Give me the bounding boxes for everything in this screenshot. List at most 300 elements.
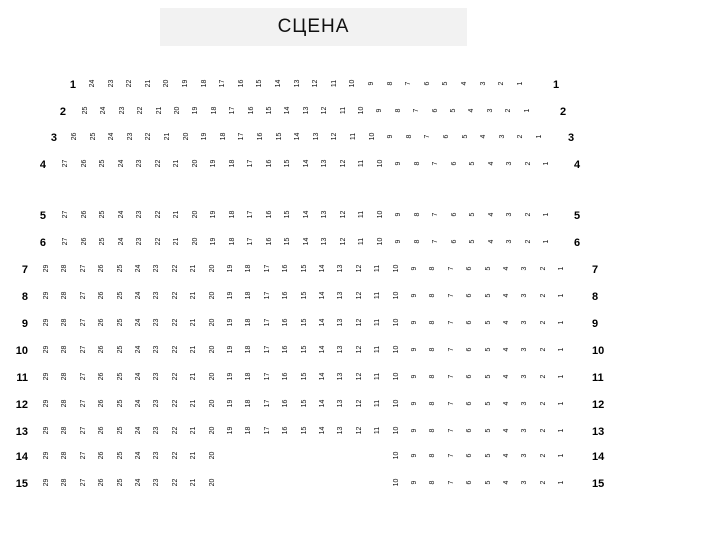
seat[interactable]: 14 <box>319 426 326 435</box>
seat[interactable]: 7 <box>405 81 413 86</box>
seat[interactable]: 13 <box>312 132 320 141</box>
seat[interactable]: 19 <box>227 399 234 408</box>
seat[interactable]: 7 <box>447 374 455 379</box>
seat[interactable]: 4 <box>503 347 510 352</box>
seat[interactable]: 26 <box>98 264 106 273</box>
seat[interactable]: 7 <box>447 480 455 485</box>
seat[interactable]: 1 <box>558 453 566 458</box>
seat[interactable]: 17 <box>263 426 271 435</box>
seat[interactable]: 12 <box>339 210 347 219</box>
seat[interactable]: 14 <box>294 132 302 141</box>
seat[interactable]: 14 <box>302 237 310 246</box>
seat[interactable]: 24 <box>135 426 142 435</box>
seat[interactable]: 3 <box>521 320 529 325</box>
seat[interactable]: 21 <box>190 426 198 435</box>
seat[interactable]: 17 <box>247 210 254 219</box>
seat[interactable]: 12 <box>312 79 320 88</box>
seat[interactable]: 2 <box>539 320 547 325</box>
seat[interactable]: 8 <box>386 81 394 86</box>
seat[interactable]: 6 <box>466 428 474 433</box>
seat[interactable]: 17 <box>263 318 271 327</box>
seat[interactable]: 15 <box>284 237 291 246</box>
seat[interactable]: 26 <box>98 451 106 460</box>
seat[interactable]: 13 <box>337 345 345 354</box>
seat[interactable]: 18 <box>210 106 218 115</box>
seat[interactable]: 25 <box>116 478 124 487</box>
seat[interactable]: 25 <box>116 451 124 460</box>
seat[interactable]: 23 <box>153 291 161 300</box>
seat[interactable]: 14 <box>319 291 326 300</box>
seat[interactable]: 13 <box>321 159 328 168</box>
seat[interactable]: 3 <box>521 480 529 485</box>
seat[interactable]: 24 <box>89 79 96 88</box>
seat[interactable]: 26 <box>98 478 106 487</box>
seat[interactable]: 11 <box>374 264 382 273</box>
seat[interactable]: 16 <box>282 345 290 354</box>
seat[interactable]: 26 <box>98 291 106 300</box>
seat[interactable]: 18 <box>228 159 236 168</box>
seat[interactable]: 18 <box>219 132 227 141</box>
seat[interactable]: 16 <box>237 79 245 88</box>
seat[interactable]: 26 <box>80 159 88 168</box>
seat[interactable]: 5 <box>484 401 492 406</box>
seat[interactable]: 12 <box>339 159 347 168</box>
seat[interactable]: 25 <box>99 237 106 246</box>
seat[interactable]: 5 <box>484 347 492 352</box>
seat[interactable]: 9 <box>376 108 384 113</box>
seat[interactable]: 15 <box>300 345 308 354</box>
seat[interactable]: 16 <box>282 264 290 273</box>
seat[interactable]: 20 <box>163 79 171 88</box>
seat[interactable]: 2 <box>539 401 547 406</box>
seat[interactable]: 23 <box>126 132 134 141</box>
seat[interactable]: 23 <box>136 237 143 246</box>
seat[interactable]: 25 <box>116 264 124 273</box>
seat[interactable]: 14 <box>319 264 326 273</box>
seat[interactable]: 27 <box>62 210 69 219</box>
seat[interactable]: 4 <box>503 453 510 458</box>
seat[interactable]: 7 <box>447 320 455 325</box>
seat[interactable]: 19 <box>201 132 209 141</box>
seat[interactable]: 11 <box>339 106 347 115</box>
seat[interactable]: 22 <box>154 159 162 168</box>
seat[interactable]: 23 <box>107 79 115 88</box>
seat[interactable]: 10 <box>358 106 365 115</box>
seat[interactable]: 8 <box>413 212 421 217</box>
seat[interactable]: 18 <box>245 426 253 435</box>
seat[interactable]: 29 <box>43 264 50 273</box>
seat[interactable]: 8 <box>429 453 437 458</box>
seat[interactable]: 28 <box>61 264 69 273</box>
seat[interactable]: 19 <box>210 210 217 219</box>
seat[interactable]: 25 <box>116 345 124 354</box>
seat[interactable]: 24 <box>135 372 142 381</box>
seat[interactable]: 17 <box>229 106 237 115</box>
seat[interactable]: 12 <box>339 237 347 246</box>
seat[interactable]: 7 <box>424 134 432 139</box>
seat[interactable]: 24 <box>100 106 108 115</box>
seat[interactable]: 16 <box>282 291 290 300</box>
seat[interactable]: 27 <box>79 426 87 435</box>
seat[interactable]: 11 <box>374 291 382 300</box>
seat[interactable]: 22 <box>145 132 153 141</box>
seat[interactable]: 15 <box>300 399 308 408</box>
seat[interactable]: 2 <box>524 161 532 166</box>
seat[interactable]: 1 <box>558 266 566 271</box>
seat[interactable]: 5 <box>484 266 492 271</box>
seat[interactable]: 17 <box>263 372 271 381</box>
seat[interactable]: 14 <box>275 79 282 88</box>
seat[interactable]: 9 <box>411 401 418 406</box>
seat[interactable]: 11 <box>374 399 382 408</box>
seat[interactable]: 16 <box>265 159 273 168</box>
seat[interactable]: 15 <box>284 159 291 168</box>
seat[interactable]: 20 <box>191 210 199 219</box>
seat[interactable]: 6 <box>466 320 474 325</box>
seat[interactable]: 17 <box>247 237 254 246</box>
seat[interactable]: 11 <box>374 426 382 435</box>
seat[interactable]: 1 <box>558 428 566 433</box>
seat[interactable]: 20 <box>191 237 199 246</box>
seat[interactable]: 25 <box>82 106 89 115</box>
seat[interactable]: 21 <box>190 291 198 300</box>
seat[interactable]: 20 <box>208 372 216 381</box>
seat[interactable]: 18 <box>245 318 253 327</box>
seat[interactable]: 3 <box>521 453 529 458</box>
seat[interactable]: 6 <box>466 401 474 406</box>
seat[interactable]: 16 <box>282 318 290 327</box>
seat[interactable]: 24 <box>135 318 142 327</box>
seat[interactable]: 26 <box>98 372 106 381</box>
seat[interactable]: 1 <box>558 320 566 325</box>
seat[interactable]: 23 <box>153 345 161 354</box>
seat[interactable]: 15 <box>300 426 308 435</box>
seat[interactable]: 22 <box>126 79 134 88</box>
seat[interactable]: 28 <box>61 478 69 487</box>
seat[interactable]: 7 <box>447 293 455 298</box>
seat[interactable]: 21 <box>164 132 171 141</box>
seat[interactable]: 14 <box>319 399 326 408</box>
seat[interactable]: 19 <box>192 106 200 115</box>
seat[interactable]: 8 <box>394 108 402 113</box>
seat[interactable]: 2 <box>539 480 547 485</box>
seat[interactable]: 29 <box>43 291 50 300</box>
seat[interactable]: 3 <box>521 293 529 298</box>
seat[interactable]: 19 <box>210 159 217 168</box>
seat[interactable]: 29 <box>43 478 50 487</box>
seat[interactable]: 2 <box>539 428 547 433</box>
seat[interactable]: 20 <box>208 399 216 408</box>
seat[interactable]: 17 <box>263 399 271 408</box>
seat[interactable]: 2 <box>524 212 532 217</box>
seat[interactable]: 15 <box>284 210 291 219</box>
seat[interactable]: 22 <box>171 264 179 273</box>
seat[interactable]: 10 <box>392 291 400 300</box>
seat[interactable]: 11 <box>358 210 365 219</box>
seat[interactable]: 12 <box>355 372 363 381</box>
seat[interactable]: 6 <box>443 134 450 139</box>
seat[interactable]: 25 <box>116 426 124 435</box>
seat[interactable]: 1 <box>558 347 566 352</box>
seat[interactable]: 8 <box>405 134 413 139</box>
seat[interactable]: 20 <box>182 132 190 141</box>
seat[interactable]: 5 <box>484 480 492 485</box>
seat[interactable]: 11 <box>374 372 382 381</box>
seat[interactable]: 20 <box>208 426 216 435</box>
seat[interactable]: 27 <box>79 264 87 273</box>
seat[interactable]: 9 <box>411 347 418 352</box>
seat[interactable]: 4 <box>503 266 510 271</box>
seat[interactable]: 3 <box>498 134 506 139</box>
seat[interactable]: 27 <box>79 318 87 327</box>
seat[interactable]: 4 <box>503 293 510 298</box>
seat[interactable]: 3 <box>521 374 529 379</box>
seat[interactable]: 18 <box>245 291 253 300</box>
seat[interactable]: 21 <box>173 159 180 168</box>
seat[interactable]: 26 <box>98 399 106 408</box>
seat[interactable]: 3 <box>506 239 513 244</box>
seat[interactable]: 21 <box>190 318 198 327</box>
seat[interactable]: 13 <box>302 106 310 115</box>
seat[interactable]: 27 <box>79 399 87 408</box>
seat[interactable]: 7 <box>432 239 439 244</box>
seat[interactable]: 9 <box>368 81 375 86</box>
seat[interactable]: 23 <box>136 210 143 219</box>
seat[interactable]: 21 <box>190 451 198 460</box>
seat[interactable]: 5 <box>484 320 492 325</box>
seat[interactable]: 13 <box>337 372 345 381</box>
seat[interactable]: 25 <box>89 132 97 141</box>
seat[interactable]: 3 <box>521 347 529 352</box>
seat[interactable]: 21 <box>190 345 198 354</box>
seat[interactable]: 15 <box>275 132 283 141</box>
seat[interactable]: 23 <box>118 106 126 115</box>
seat[interactable]: 2 <box>517 134 525 139</box>
seat[interactable]: 9 <box>395 212 402 217</box>
seat[interactable]: 28 <box>61 451 69 460</box>
seat[interactable]: 10 <box>349 79 357 88</box>
seat[interactable]: 29 <box>43 345 50 354</box>
seat[interactable]: 4 <box>487 212 495 217</box>
seat[interactable]: 24 <box>117 210 125 219</box>
seat[interactable]: 9 <box>411 453 418 458</box>
seat[interactable]: 13 <box>337 399 345 408</box>
seat[interactable]: 18 <box>245 372 253 381</box>
seat[interactable]: 22 <box>137 106 145 115</box>
seat[interactable]: 6 <box>450 161 458 166</box>
seat[interactable]: 2 <box>498 81 506 86</box>
seat[interactable]: 22 <box>171 399 179 408</box>
seat[interactable]: 10 <box>368 132 376 141</box>
seat[interactable]: 8 <box>429 401 437 406</box>
seat[interactable]: 25 <box>116 291 124 300</box>
seat[interactable]: 8 <box>429 480 437 485</box>
seat[interactable]: 5 <box>469 212 476 217</box>
seat[interactable]: 12 <box>355 345 363 354</box>
seat[interactable]: 15 <box>300 372 308 381</box>
seat[interactable]: 20 <box>208 478 216 487</box>
seat[interactable]: 2 <box>539 453 547 458</box>
seat[interactable]: 9 <box>395 161 402 166</box>
seat[interactable]: 7 <box>447 266 455 271</box>
seat[interactable]: 20 <box>191 159 199 168</box>
seat[interactable]: 5 <box>461 134 469 139</box>
seat[interactable]: 20 <box>208 318 216 327</box>
seat[interactable]: 14 <box>302 210 310 219</box>
seat[interactable]: 1 <box>523 108 531 113</box>
seat[interactable]: 28 <box>61 318 69 327</box>
seat[interactable]: 27 <box>79 478 87 487</box>
seat[interactable]: 24 <box>135 264 142 273</box>
seat[interactable]: 19 <box>227 318 234 327</box>
seat[interactable]: 19 <box>227 372 234 381</box>
seat[interactable]: 6 <box>431 108 439 113</box>
seat[interactable]: 29 <box>43 372 50 381</box>
seat[interactable]: 10 <box>392 478 400 487</box>
seat[interactable]: 1 <box>543 161 550 166</box>
seat[interactable]: 21 <box>155 106 163 115</box>
seat[interactable]: 7 <box>447 428 455 433</box>
seat[interactable]: 10 <box>392 451 400 460</box>
seat[interactable]: 8 <box>429 266 437 271</box>
seat[interactable]: 22 <box>171 318 179 327</box>
seat[interactable]: 2 <box>539 266 547 271</box>
seat[interactable]: 18 <box>228 210 236 219</box>
seat[interactable]: 4 <box>503 374 510 379</box>
seat[interactable]: 17 <box>219 79 227 88</box>
seat[interactable]: 20 <box>208 264 216 273</box>
seat[interactable]: 26 <box>98 318 106 327</box>
seat[interactable]: 19 <box>210 237 217 246</box>
seat[interactable]: 10 <box>392 426 400 435</box>
seat[interactable]: 23 <box>153 264 161 273</box>
seat[interactable]: 5 <box>484 428 492 433</box>
seat[interactable]: 1 <box>558 293 566 298</box>
seat[interactable]: 17 <box>263 264 271 273</box>
seat[interactable]: 26 <box>80 237 88 246</box>
seat[interactable]: 13 <box>337 318 345 327</box>
seat[interactable]: 23 <box>153 426 161 435</box>
seat[interactable]: 9 <box>387 134 395 139</box>
seat[interactable]: 17 <box>238 132 246 141</box>
seat[interactable]: 26 <box>80 210 88 219</box>
seat[interactable]: 27 <box>79 451 87 460</box>
seat[interactable]: 13 <box>321 210 328 219</box>
seat[interactable]: 6 <box>423 81 431 86</box>
seat[interactable]: 4 <box>487 239 495 244</box>
seat[interactable]: 24 <box>117 237 125 246</box>
seat[interactable]: 13 <box>293 79 301 88</box>
seat[interactable]: 11 <box>374 318 382 327</box>
seat[interactable]: 6 <box>466 293 474 298</box>
seat[interactable]: 6 <box>466 453 474 458</box>
seat[interactable]: 3 <box>506 161 513 166</box>
seat[interactable]: 6 <box>450 239 458 244</box>
seat[interactable]: 3 <box>486 108 494 113</box>
seat[interactable]: 22 <box>171 291 179 300</box>
seat[interactable]: 8 <box>413 239 421 244</box>
seat[interactable]: 4 <box>480 134 488 139</box>
seat[interactable]: 13 <box>337 426 345 435</box>
seat[interactable]: 26 <box>71 132 78 141</box>
seat[interactable]: 28 <box>61 291 69 300</box>
seat[interactable]: 2 <box>539 347 547 352</box>
seat[interactable]: 1 <box>558 374 566 379</box>
seat[interactable]: 4 <box>461 81 468 86</box>
seat[interactable]: 27 <box>79 372 87 381</box>
seat[interactable]: 18 <box>200 79 208 88</box>
seat[interactable]: 12 <box>355 399 363 408</box>
seat[interactable]: 5 <box>469 161 476 166</box>
seat[interactable]: 23 <box>153 478 161 487</box>
seat[interactable]: 3 <box>506 212 513 217</box>
seat[interactable]: 8 <box>413 161 421 166</box>
seat[interactable]: 2 <box>505 108 513 113</box>
seat[interactable]: 3 <box>479 81 487 86</box>
seat[interactable]: 18 <box>245 345 253 354</box>
seat[interactable]: 9 <box>411 266 418 271</box>
seat[interactable]: 25 <box>99 159 106 168</box>
seat[interactable]: 28 <box>61 372 69 381</box>
seat[interactable]: 22 <box>154 237 162 246</box>
seat[interactable]: 15 <box>266 106 273 115</box>
seat[interactable]: 4 <box>468 108 476 113</box>
seat[interactable]: 2 <box>524 239 532 244</box>
seat[interactable]: 25 <box>99 210 106 219</box>
seat[interactable]: 12 <box>355 291 363 300</box>
seat[interactable]: 6 <box>466 266 474 271</box>
seat[interactable]: 5 <box>484 293 492 298</box>
seat[interactable]: 15 <box>256 79 264 88</box>
seat[interactable]: 11 <box>330 79 338 88</box>
seat[interactable]: 26 <box>98 345 106 354</box>
seat[interactable]: 3 <box>521 428 529 433</box>
seat[interactable]: 24 <box>135 291 142 300</box>
seat[interactable]: 1 <box>536 134 543 139</box>
seat[interactable]: 21 <box>190 372 198 381</box>
seat[interactable]: 14 <box>319 372 326 381</box>
seat[interactable]: 7 <box>447 347 455 352</box>
seat[interactable]: 20 <box>208 291 216 300</box>
seat[interactable]: 16 <box>265 237 273 246</box>
seat[interactable]: 9 <box>411 480 418 485</box>
seat[interactable]: 15 <box>300 264 308 273</box>
seat[interactable]: 19 <box>227 291 234 300</box>
seat[interactable]: 24 <box>135 399 142 408</box>
seat[interactable]: 4 <box>487 161 495 166</box>
seat[interactable]: 1 <box>558 401 566 406</box>
seat[interactable]: 29 <box>43 451 50 460</box>
seat[interactable]: 11 <box>374 345 382 354</box>
seat[interactable]: 20 <box>208 345 216 354</box>
seat[interactable]: 20 <box>208 451 216 460</box>
seat[interactable]: 9 <box>411 293 418 298</box>
seat[interactable]: 17 <box>247 159 254 168</box>
seat[interactable]: 13 <box>337 291 345 300</box>
seat[interactable]: 29 <box>43 318 50 327</box>
seat[interactable]: 23 <box>153 372 161 381</box>
seat[interactable]: 9 <box>411 374 418 379</box>
seat[interactable]: 28 <box>61 345 69 354</box>
seat[interactable]: 7 <box>432 212 439 217</box>
seat[interactable]: 6 <box>450 212 458 217</box>
seat[interactable]: 14 <box>284 106 292 115</box>
seat[interactable]: 4 <box>503 401 510 406</box>
seat[interactable]: 8 <box>429 320 437 325</box>
seat[interactable]: 9 <box>411 320 418 325</box>
seat[interactable]: 27 <box>62 159 69 168</box>
seat[interactable]: 28 <box>61 399 69 408</box>
